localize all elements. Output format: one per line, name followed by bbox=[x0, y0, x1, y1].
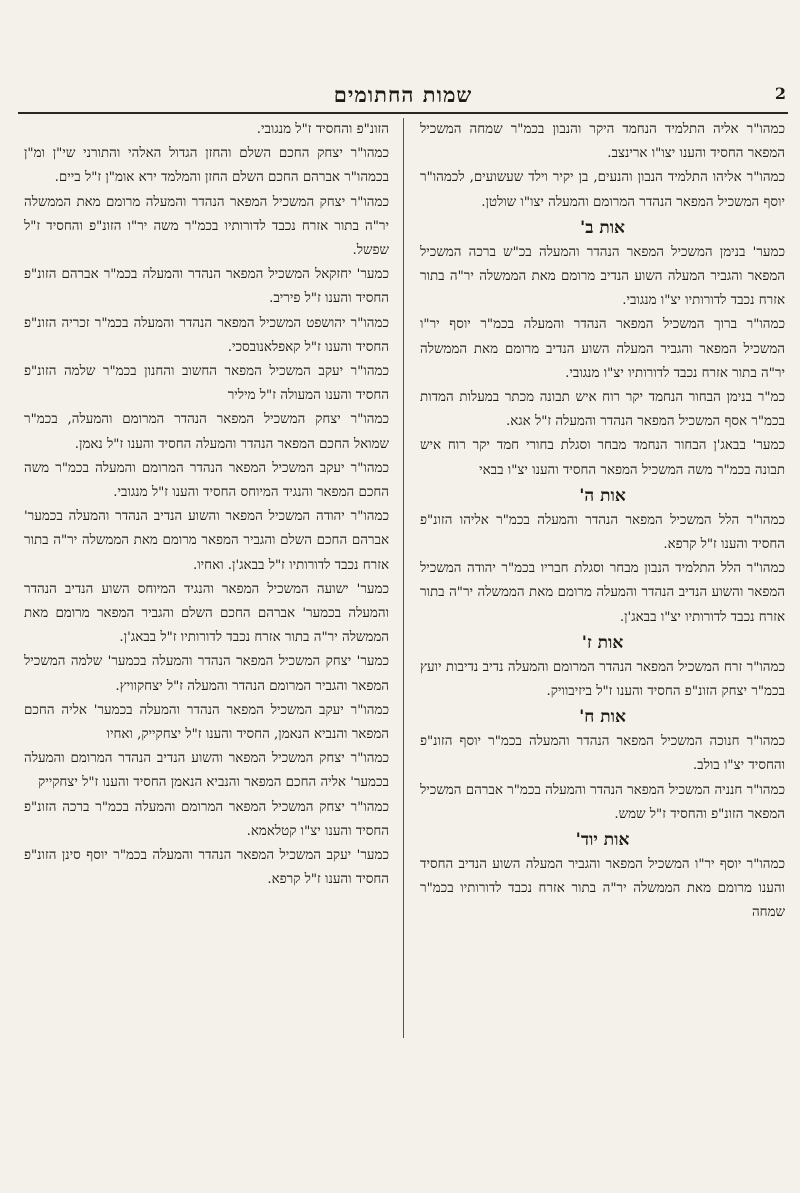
signatory-entry: כמהו"ר יצחק המשכיל המפאר המרומם והמעלה בכמ"ר ברכה הזונ"פ החסיד והענו יצ"ו קטלאמא. bbox=[24, 799, 389, 839]
section-heading: אות ח' bbox=[579, 707, 626, 728]
left-column bbox=[24, 118, 389, 1038]
signatory-entry: כמהו"ר יצחק החכם השלם והחזן הגדול האלהי והתורני שי"ן ומ"ן בכמהו"ר אברהם החכם השלם החזן והמלמד ירא אומ"ן ז"ל ביים. bbox=[24, 146, 389, 186]
signatory-entry: כמהו"ר זרח המשכיל המפאר הנהדר המרומם והמעלה נדיב נדיבות יועץ בכמ"ר יצחק הזונ"פ החסיד והענו ז"ל ביזיבוויק. bbox=[420, 659, 785, 700]
signatory-entry: כמ"ר בנימן הבחור הנחמד יקר רוח איש תבונה מכתר במעלות המדות בכמ"ר אסף המשכיל המפאר הנהדר והמעלה ז"ל אגא. bbox=[420, 390, 785, 430]
signatory-entry: כמהו"ר יעקב המשכיל המפאר החשוב והחנון בכמ"ר שלמה הזונ"פ החסיד והענו המעולה ז"ל מיליר bbox=[24, 364, 389, 404]
signatory-entry: כמהו"ר אליה התלמיד הנחמד היקר והנבון בכמ"ר שמחה המשכיל המפאר החסיד והענו יצו"ו ארינצב. bbox=[420, 122, 785, 162]
section-heading: אות יוד' bbox=[575, 830, 630, 851]
signatory-entry: כמהו"ר יעקב המשכיל המפאר הנהדר והמעלה בכמער' אליה החכם המפאר והנביא הנאמן, החסיד והענו ז"ל יצחקייק, ואחיו bbox=[24, 702, 389, 743]
signatory-entry: כמער' יצחק המשכיל המפאר הנהדר והמעלה בכמער' שלמה המשכיל המפאר והגביר המרומם הנהדר והמעלה ז"ל יצחקוויץ. bbox=[24, 654, 389, 694]
section-heading: אות ב' bbox=[580, 217, 625, 238]
signatory-entry: כמהו"ר הלל המשכיל המפאר הנהדר והמעלה בכמ"ר אליהו הזונ"פ החסיד והענו ז"ל קרפא. bbox=[420, 512, 785, 553]
page-header bbox=[18, 82, 788, 112]
signatory-entry: כמער' בנימן המשכיל המפאר הנהדר והמעלה בכ"ש ברכה המשכיל המפאר והגביר המעלה השוע הנדיב מרומם מאת הממשלה יר"ה בתור אזרח נכבד לדורותיו יצ"ו מנגובי. bbox=[420, 244, 785, 309]
signatory-entry: כמהו"ר ברוך המשכיל המפאר הנהדר והמעלה בכמ"ר יוסף יר"ו המשכיל המפאר והגביר המעלה השוע הנדיב מרומם מאת הממשלה יר"ה בתור אזרח נכבד לדורותיו יצ"ו מנגובי. bbox=[420, 317, 785, 381]
column-divider bbox=[403, 118, 404, 1038]
page-number: 2 bbox=[774, 84, 786, 103]
signatory-entry: כמהו"ר יהודה המשכיל המפאר והשוע הנדיב הנהדר והמעלה בכמער' אברהם החכם השלם והגביר המפאר מרומם מאת הממשלה יר"ה בתור אזרח נכבד לדורותיו ז"ל בבאג'ן. ואחיו. bbox=[24, 509, 389, 573]
page-title: שמות החתומים bbox=[333, 82, 473, 107]
header-rule bbox=[18, 112, 788, 114]
signatory-entry: כמער' בבאג'ן הבחור הנחמד מבחר וסגלת בחורי חמד יקר רוח איש תבונה בכמ"ר משה המשכיל המפאר החסיד והענו יצ"ו בבאי bbox=[420, 438, 785, 478]
signatory-entry: כמהו"ר יצחק המשכיל המפאר הנהדר והמעלה מרומם מאת הממשלה יר"ה בתור אזרח נכבד לדורותיו בכמ"ר משה יר"ו הזונ"פ והחסיד ז"ל שפשל. bbox=[24, 194, 389, 259]
signatory-entry: כמהו"ר יצחק המשכיל המפאר והשוע הנדיב הנהדר המרומם והמעלה בכמער' אליה החכם המפאר והנביא הנאמן החסיד והענו ז"ל יצחקייק bbox=[24, 751, 389, 791]
signatory-entry: כמהו"ר יהושפט המשכיל המפאר הנהדר והמעלה בכמ"ר זכריה הזונ"פ החסיד והענו ז"ל קאפלאנובסכי. bbox=[24, 315, 389, 355]
section-heading: אות ז' bbox=[581, 632, 624, 653]
signatory-entry: כמהו"ר יצחק המשכיל המפאר הנהדר המרומם והמעלה, בכמ"ר שמואל החכם המפאר הנהדר והמעלה החסיד והענו ז"ל נאמן. bbox=[24, 412, 389, 452]
signatory-entry: כמהו"ר יעקב המשכיל המפאר הנהדר המרומם והמעלה בכמ"ר משה החכם המפאר והנגיד המיוחס החסיד והענו ז"ל מנגובי. bbox=[24, 460, 389, 501]
signatory-entry: כמהו"ר חנניה המשכיל המפאר הנהדר והמעלה בכמ"ר אברהם המשכיל המפאר הזונ"פ והחסיד ז"ל שמש. bbox=[420, 782, 785, 822]
signatory-entry: כמער' ישועה המשכיל המפאר והנגיד המיוחס השוע הנדיב הנהדר והמעלה בכמער' אברהם החכם השלם והגביר המפאר מרומם מאת הממשלה יר"ה בתור אזרח נכבד לדורותיו ז"ל בבאג'ן. bbox=[24, 581, 389, 646]
signatory-entry: כמער' יעקב המשכיל המפאר הנהדר והמעלה בכמ"ר יוסף סינן הזונ"פ החסיד והענו ז"ל קרפא. bbox=[24, 848, 389, 888]
signatory-entry: כמהו"ר אליהו התלמיד הנבון והנעים, בן יקיר וילד שעשועים, לכמהו"ר יוסף המשכיל המפאר הנהדר המרומם והמעלה יצו"ו שולטן. bbox=[420, 170, 785, 210]
section-heading: אות ה' bbox=[579, 485, 626, 506]
right-column bbox=[420, 118, 785, 1038]
signatory-entry: כמער' יחזקאל המשכיל המפאר הנהדר והמעלה בכמ"ר אברהם הזונ"פ החסיד והענו ז"ל פיריב. bbox=[24, 267, 389, 307]
signatory-entry: כמהו"ר יוסף יר"ו המשכיל המפאר והגביר המעלה השוע הנדיב החסיד והענו מרומם מאת הממשלה יר"ה בתור אזרח נכבד לדורותיו בכמ"ר שמחה bbox=[420, 857, 785, 921]
signatory-entry: כמהו"ר הלל התלמיד הנבון מבחר וסגלת חבריו בכמ"ר יהודה המשכיל המפאר והשוע הנדיב הנהדר והמעלה מרומם מאת הממשלה יר"ה בתור אזרח נכבד לדורותיו יצ"ו בבאג'ן. bbox=[420, 561, 785, 625]
signatory-entry: הזונ"פ והחסיד ז"ל מנגובי. bbox=[256, 122, 389, 137]
signatory-entry: כמהו"ר חנוכה המשכיל המפאר הנהדר והמעלה בכמ"ר יוסף הזונ"פ והחסיד יצ"ו בולב. bbox=[420, 734, 785, 774]
